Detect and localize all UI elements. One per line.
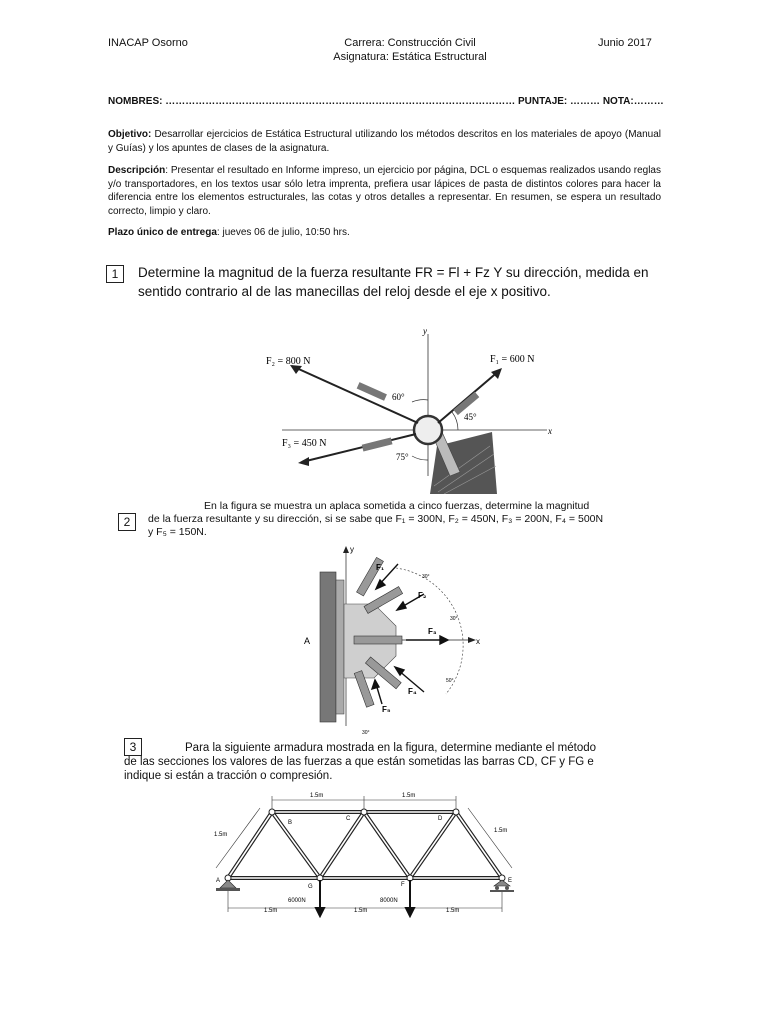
- q2-F5-label: F₅: [382, 705, 391, 714]
- question-1-figure: [262, 326, 562, 494]
- q3-dim-bottom-2: 1.5m: [354, 908, 368, 914]
- question-3-line-2: de las secciones los valores de las fuerzas a que están sometidas las barras CD, CF y FG e: [124, 756, 594, 768]
- q1-angle-45-arc: [452, 412, 458, 430]
- q3-joint-G: G: [308, 884, 313, 890]
- q3-pin-support-A: [220, 880, 236, 888]
- q3-joint-A: A: [216, 878, 221, 884]
- q1-f3-label: F₃ = 450 N: [282, 438, 327, 449]
- q3-load-8000: 8000N: [380, 898, 398, 904]
- q3-dim-bottom-1: 1.5m: [264, 908, 278, 914]
- question-2-figure: [296, 544, 496, 739]
- question-2-line-2: de la fuerza resultante y su dirección, si se sabe que F₁ = 300N, F₂ = 450N, F₃ = 200N, F₄ = 500N: [148, 513, 604, 525]
- q2-angle-30b: 30°: [450, 616, 458, 622]
- q1-f2-label: F₂ = 800 N: [266, 356, 311, 367]
- q2-angle-50: 50°: [446, 678, 454, 684]
- q1-x-label: x: [548, 426, 552, 436]
- student-info-line: NOMBRES: …………………………………………………………………………………………… PUNTAJE: ……… NOTA:………: [108, 96, 664, 107]
- q1-wall-support: [430, 432, 497, 494]
- question-1-number: 1: [106, 265, 124, 283]
- q2-wall: [320, 572, 336, 722]
- q3-joint-F: F: [401, 882, 405, 888]
- q1-angle-45-label: 45°: [464, 412, 477, 422]
- description-text: : Presentar el resultado en Informe impreso, un ejercicio por página, DCL o esquemas realizados usando reglas y/o transportadores, en los textos usar sólo letra imprenta, prefiera usar lápices de pasta de distintos colores para hacer la diferencia entre los elementos estructurales, las cotas y otros detalles a representar. En resumen, se espera un resultado correcto, limpio y claro.: [108, 165, 661, 217]
- q3-dim-left: 1.5m: [214, 832, 228, 838]
- q1-angle-75-arc: [412, 456, 428, 460]
- header-career: Carrera: Construcción Civil: [344, 37, 476, 49]
- objective-text: Desarrollar ejercicios de Estática Estructural utilizando los métodos descritos en los materiales de apoyo (Manual y Guías) y los apuntes de clases de la asignatura.: [108, 129, 661, 154]
- q3-dim-bottom-3: 1.5m: [446, 908, 460, 914]
- question-3-figure: [196, 786, 536, 918]
- q3-joint-C: C: [346, 816, 351, 822]
- question-3-line-3: indique si están a tracción o compresión.: [124, 770, 333, 782]
- q2-plate-base: [336, 580, 344, 714]
- q2-angle-30c: 30°: [362, 730, 370, 736]
- header-institution: INACAP Osorno: [108, 37, 188, 49]
- question-3-number: 3: [124, 738, 142, 756]
- q2-F1-label: F₁: [376, 563, 385, 572]
- q1-angle-75-label: 75°: [396, 452, 409, 462]
- objective-label: Objetivo:: [108, 129, 152, 140]
- header-subject: Asignatura: Estática Estructural: [333, 51, 487, 63]
- q2-F3-label: F₃: [428, 627, 437, 636]
- deadline-text: : jueves 06 de julio, 10:50 hrs.: [216, 227, 350, 238]
- q1-angle-60-label: 60°: [392, 392, 405, 402]
- objective-paragraph: [108, 128, 661, 155]
- q2-F4-label: F₄: [408, 687, 417, 696]
- question-3-line-1: Para la siguiente armadura mostrada en la figura, determine mediante el método: [185, 742, 597, 754]
- q3-dim-right: 1.5m: [494, 828, 508, 834]
- q3-dim-top-1: 1.5m: [310, 793, 324, 799]
- q1-angle-60-arc: [412, 400, 428, 402]
- q2-x-label: x: [476, 637, 480, 646]
- q1-ring: [414, 416, 442, 444]
- question-2-line-1: En la figura se muestra un aplaca sometida a cinco fuerzas, determine la magnitud: [204, 500, 590, 512]
- q2-angle-30a: 30°: [422, 574, 430, 580]
- q3-joint-B: B: [288, 820, 293, 826]
- q2-y-label: y: [350, 545, 354, 554]
- q3-dim-top-2: 1.5m: [402, 793, 416, 799]
- header-date: Junio 2017: [598, 37, 652, 49]
- description-label: Descripción: [108, 165, 166, 176]
- q2-A-label: A: [304, 636, 311, 646]
- q1-y-label: y: [423, 326, 427, 336]
- description-paragraph: [108, 164, 661, 218]
- question-1-text: Determine la magnitud de la fuerza resultante FR = Fl + Fz Y su dirección, medida en sentido contrario al de las manecillas del reloj desde el eje x positivo.: [138, 265, 649, 299]
- question-2-line-3: y F₅ = 150N.: [148, 526, 207, 538]
- deadline-paragraph: [108, 226, 661, 240]
- q1-f1-label: F₁ = 600 N: [490, 354, 535, 365]
- q3-truss-members: [228, 812, 502, 878]
- q3-joint-D: D: [438, 816, 443, 822]
- question-2-number: 2: [118, 513, 136, 531]
- q3-load-6000: 6000N: [288, 898, 306, 904]
- q2-F2-label: F₂: [418, 591, 427, 600]
- q3-joint-E: E: [508, 878, 513, 884]
- deadline-label: Plazo único de entrega: [108, 227, 217, 238]
